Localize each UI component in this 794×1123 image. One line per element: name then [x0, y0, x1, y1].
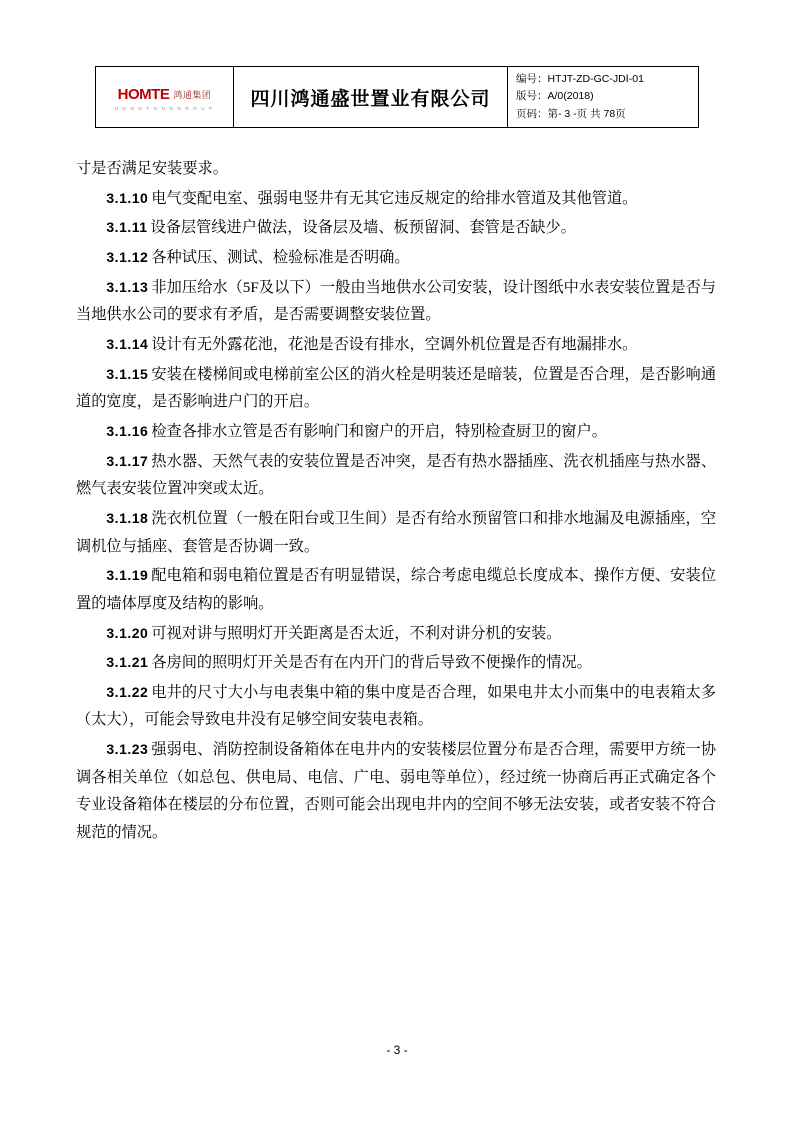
document-body — [76, 155, 716, 849]
clause-paragraph — [76, 361, 716, 416]
header-meta — [508, 67, 698, 127]
clause-paragraph — [76, 185, 716, 213]
clause-text: 各房间的照明灯开关是否有在内开门的背后导致不便操作的情况。 — [151, 654, 592, 672]
clause-paragraph — [76, 448, 716, 503]
company-logo — [96, 67, 234, 127]
clause-number: 3.1.16 — [106, 422, 149, 439]
clause-paragraph — [76, 418, 716, 446]
clause-number: 3.1.10 — [106, 189, 149, 206]
company-name: 四川鸿通盛世置业有限公司 — [234, 67, 508, 127]
logo-chinese-name: 鸿通集团 — [173, 90, 212, 100]
clause-text: 非加压给水（5F及以下）一般由当地供水公司安装，设计图纸中水表安装位置是否与当地供水公司的要求有矛盾，是否需要调整安装位置。 — [76, 278, 716, 324]
clause-text: 洗衣机位置（一般在阳台或卫生间）是否有给水预留管口和排水地漏及电源插座，空调机位与插座、套管是否协调一致。 — [76, 509, 716, 555]
clause-paragraph — [76, 736, 716, 847]
clause-number: 3.1.21 — [106, 654, 149, 671]
clause-text: 强弱电、消防控制设备箱体在电井内的安装楼层位置分布是否合理，需要甲方统一协调各相关单位（如总包、供电局、电信、广电、弱电等单位），经过统一协商后再正式确定各个专业设备箱体在楼层的分布位置，否则可能会出现电井内的空间不够无法安装，或者安装不符合规范的情况。 — [76, 741, 716, 842]
clause-number: 3.1.18 — [106, 509, 149, 526]
clause-paragraph — [76, 244, 716, 272]
doc-version: 版号：A/0(2018) — [516, 90, 594, 103]
clause-text: 可视对讲与照明灯开关距离是否太近，不利对讲分机的安装。 — [151, 624, 562, 642]
page-footer — [0, 1043, 794, 1057]
continuation-line: 寸是否满足安装要求。 — [76, 160, 228, 177]
doc-code: 编号：HTJT-ZD-GC-JDⅠ-01 — [516, 73, 644, 86]
clause-number: 3.1.19 — [106, 567, 149, 584]
clause-text: 安装在楼梯间或电梯前室公区的消火栓是明装还是暗装，位置是否合理，是否影响通道的宽度，是否影响进户门的开启。 — [76, 365, 716, 411]
clause-text: 设备层管线进户做法，设备层及墙、板预留洞、套管是否缺少。 — [150, 219, 576, 237]
clause-number: 3.1.13 — [106, 278, 149, 295]
clause-text: 电井的尺寸大小与电表集中箱的集中度是否合理，如果电井太小而集中的电表箱太多（太大），可能会导致电井没有足够空间安装电表箱。 — [76, 683, 716, 729]
clause-paragraph — [76, 649, 716, 677]
clause-paragraph — [76, 331, 716, 359]
doc-pages: 页码：第- 3 -页 共 78页 — [516, 107, 626, 120]
clause-number: 3.1.22 — [106, 683, 149, 700]
clause-number: 3.1.11 — [106, 219, 148, 236]
document-header — [95, 66, 699, 128]
clause-number: 3.1.20 — [106, 624, 149, 641]
clause-number: 3.1.12 — [106, 248, 149, 265]
clause-text: 检查各排水立管是否有影响门和窗户的开启，特别检查厨卫的窗户。 — [151, 422, 607, 440]
clause-text: 设计有无外露花池，花池是否设有排水，空调外机位置是否有地漏排水。 — [151, 335, 638, 353]
clause-paragraph — [76, 274, 716, 329]
clause-paragraph — [76, 620, 716, 648]
clause-number: 3.1.23 — [106, 741, 149, 758]
logo-row — [118, 86, 212, 103]
clause-paragraph — [76, 505, 716, 560]
logo-wordmark: HOMTE — [117, 86, 170, 103]
clause-paragraph — [76, 679, 716, 734]
clause-paragraph — [76, 214, 716, 242]
clause-number: 3.1.14 — [106, 335, 149, 352]
clause-number: 3.1.17 — [106, 452, 149, 469]
page-number: - 3 - — [386, 1043, 408, 1057]
clause-text: 配电箱和弱电箱位置是否有明显错误，综合考虑电缆总长度成本、操作方便、安装位置的墙体厚度及结构的影响。 — [76, 567, 716, 612]
clause-number: 3.1.15 — [106, 365, 149, 382]
clause-text: 电气变配电室、强弱电竖井有无其它违反规定的给排水管道及其他管道。 — [151, 189, 638, 207]
clause-paragraph — [76, 562, 716, 617]
logo-subtitle: H O N G T O N G G R O U P — [114, 106, 215, 112]
clause-text: 热水器、天然气表的安装位置是否冲突，是否有热水器插座、洗衣机插座与热水器、燃气表安装位置冲突或太近。 — [76, 452, 716, 498]
clause-text: 各种试压、测试、检验标准是否明确。 — [151, 248, 410, 266]
